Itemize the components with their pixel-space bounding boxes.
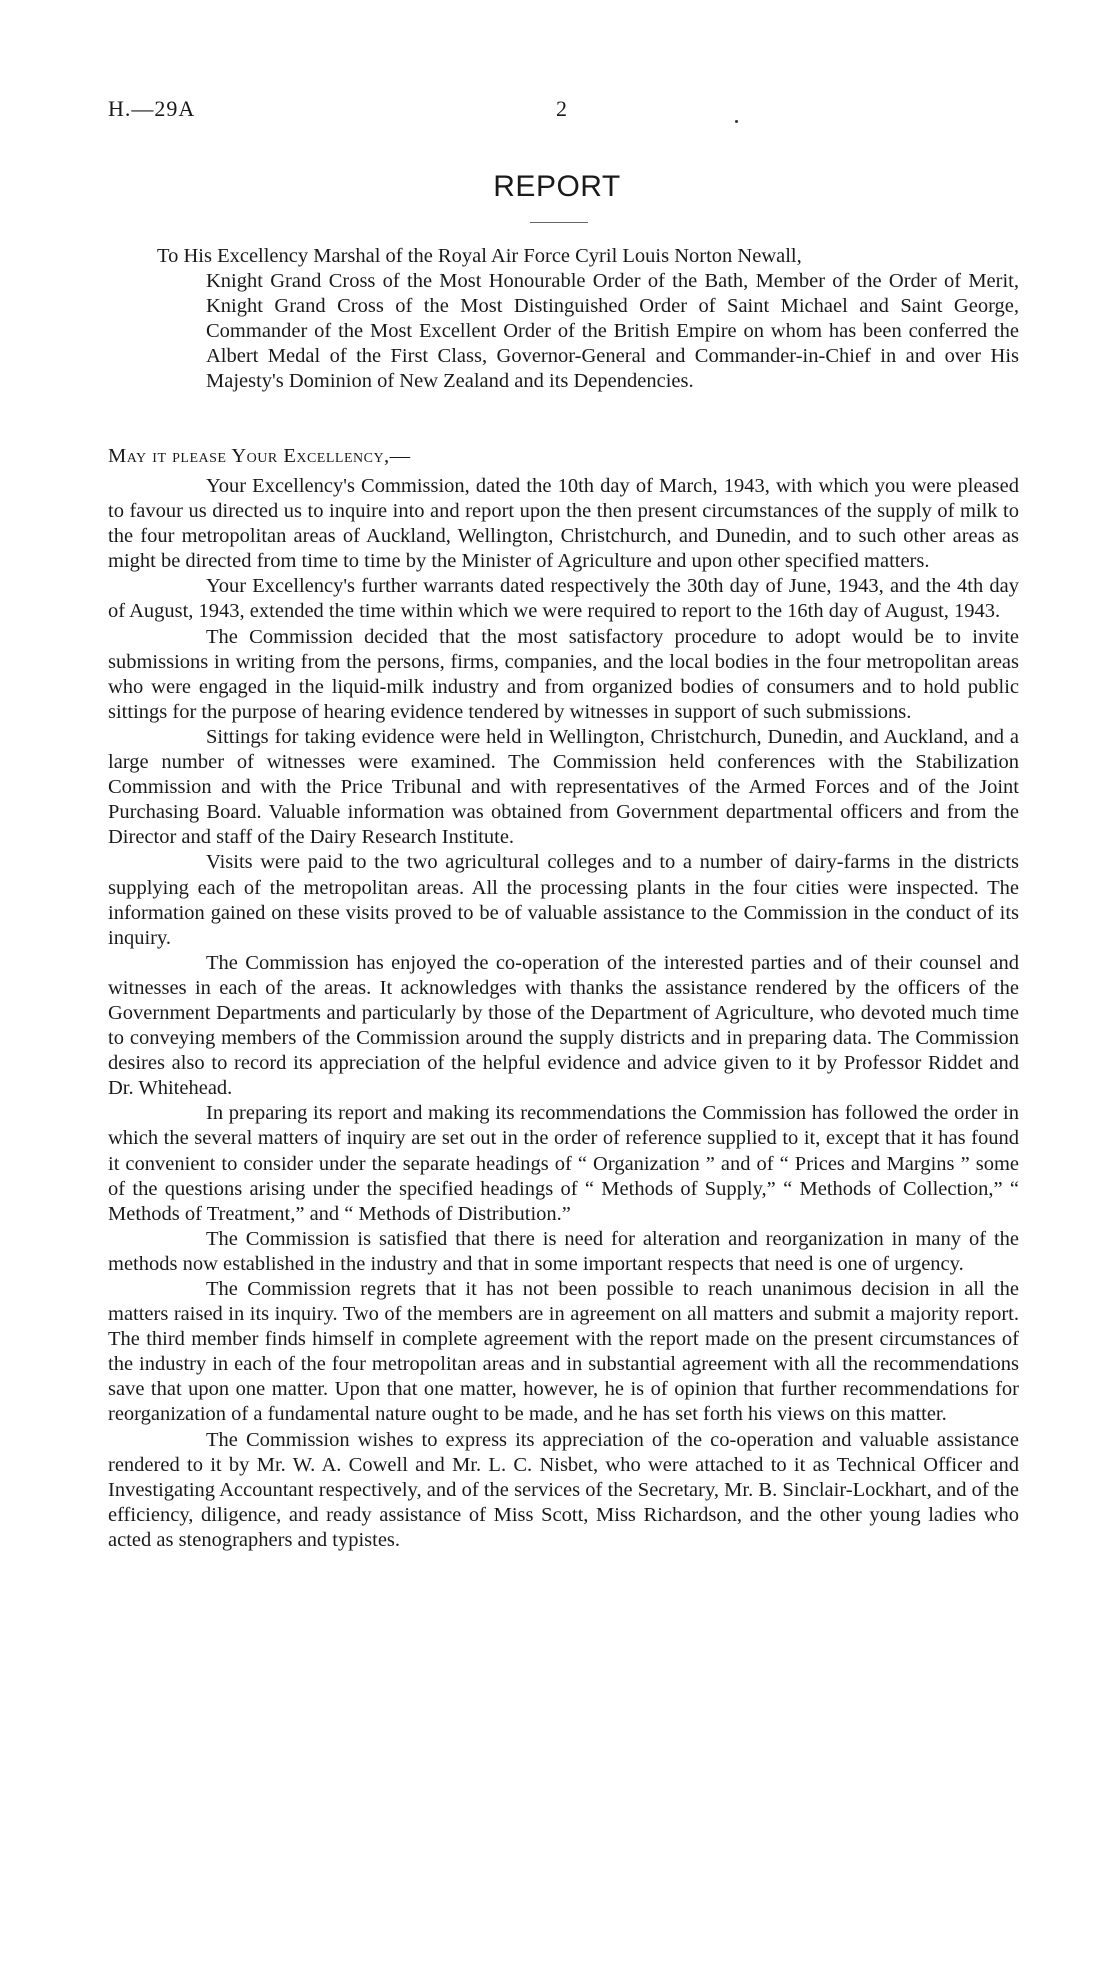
paragraph-sittings: Sittings for taking evidence were held in Wellington, Christchurch, Dunedin, and Auckland, and a large number of witnesses were examined. The Commission held conferences with the Stabilization Commission and with the Price Tribunal and with representatives of the Armed Forces and of the Joint Purchasing Board. Valuable information was obtained from Government departmental officers and from the Director and staff of the Dairy Research Institute. xyxy=(108,725,1019,849)
paragraph-reorganization: The Commission is satisfied that there is need for alteration and reorganization in many of the methods now established in the industry and that in some important respects that need is one of urgency. xyxy=(108,1227,1019,1275)
paragraph-acknowledgements: The Commission wishes to express its appreciation of the co-operation and valuable assistance rendered to it by Mr. W. A. Cowell and Mr. L. C. Nisbet, who were attached to it as Technical Officer and Investigating Accountant respectively, and of the services of the Secretary, Mr. B. Sinclair-Lockhart, and of the efficiency, diligence, and ready assistance of Miss Scott, Miss Richardson, and the other young ladies who acted as stenographers and typistes. xyxy=(108,1428,1019,1551)
address-block xyxy=(157,244,1019,394)
paragraph-procedure: The Commission decided that the most satisfactory procedure to adopt would be to invite submissions in writing from the persons, firms, companies, and the local bodies in the four metropolitan areas who were engaged in the liquid-milk industry and from organized bodies of consumers and to hold public sittings for the purpose of hearing evidence tendered by witnesses in support of such submissions. xyxy=(108,625,1019,723)
paragraph-commission: Your Excellency's Commission, dated the 10th day of March, 1943, with which you were pleased to favour us directed us to inquire into and report upon the then present circumstances of the supply of milk to the four metropolitan areas of Auckland, Wellington, Christchurch, and Dunedin, and to such other areas as might be directed from time to time by the Minister of Agriculture and upon other specified matters. xyxy=(108,475,1019,573)
report-body xyxy=(108,474,1019,1553)
paragraph-warrants: Your Excellency's further warrants dated respectively the 30th day of June, 1943, and the 4th day of August, 1943, extended the time within which we were required to report to the 16th day of August, 1943. xyxy=(108,575,1019,623)
paragraph-visits: Visits were paid to the two agricultural colleges and to a number of dairy-farms in the districts supplying each of the metropolitan areas. All the processing plants in the four cities were inspected. The information gained on these visits proved to be of valuable assistance to the Commission in the conduct of its inquiry. xyxy=(108,851,1019,949)
printer-mark xyxy=(735,120,738,123)
salutation: May it please Your Excellency,— xyxy=(108,445,411,467)
address-first-line: To His Excellency Marshal of the Royal Air Force Cyril Louis Norton Newall, xyxy=(157,245,802,267)
page-header xyxy=(108,96,1008,126)
document-reference: H.—29A xyxy=(108,96,196,121)
page-title: REPORT xyxy=(493,170,621,203)
paragraph-majority-report: The Commission regrets that it has not been possible to reach unanimous decision in all the matters raised in its inquiry. Two of the members are in agreement on all matters and submit a majority report. The third member finds himself in complete agreement with the report made on the present circumstances of the industry in each of the four metropolitan areas and in substantial agreement with all the recommendations save that upon one matter. Upon that one matter, however, he is of opinion that further recommendations for reorganization of a fundamental nature ought to be made, and he has set forth his views on this matter. xyxy=(108,1278,1019,1426)
address-continuation: Knight Grand Cross of the Most Honourable Order of the Bath, Member of the Order of Merit, Knight Grand Cross of the Most Distinguished Order of Saint Michael and Saint George, Commander of the Most Excellent Order of the British Empire on whom has been conferred the Albert Medal of the First Class, Governor-General and Commander-in-Chief in and over His Majesty's Dominion of New Zealand and its Dependencies. xyxy=(206,270,1019,392)
page-number: 2 xyxy=(556,96,568,121)
paragraph-order-of-reference: In preparing its report and making its recommendations the Commission has followed the order in which the several matters of inquiry are set out in the order of reference supplied to it, except that it has found it convenient to consider under the separate headings of “ Organization ” and of “ Prices and Margins ” some of the questions arising under the specified headings of “ Methods of Supply,” “ Methods of Collection,” “ Methods of Treatment,” and “ Methods of Distribution.” xyxy=(108,1102,1019,1225)
title-divider xyxy=(530,222,588,223)
paragraph-cooperation: The Commission has enjoyed the co-operation of the interested parties and of their counsel and witnesses in each of the areas. It acknowledges with thanks the assistance rendered by the officers of the Government Departments and particularly by those of the Department of Agriculture, who devoted much time to conveying members of the Commission around the supply districts and in preparing data. The Commission desires also to record its appreciation of the helpful evidence and advice given to it by Professor Riddet and Dr. Whitehead. xyxy=(108,951,1019,1100)
